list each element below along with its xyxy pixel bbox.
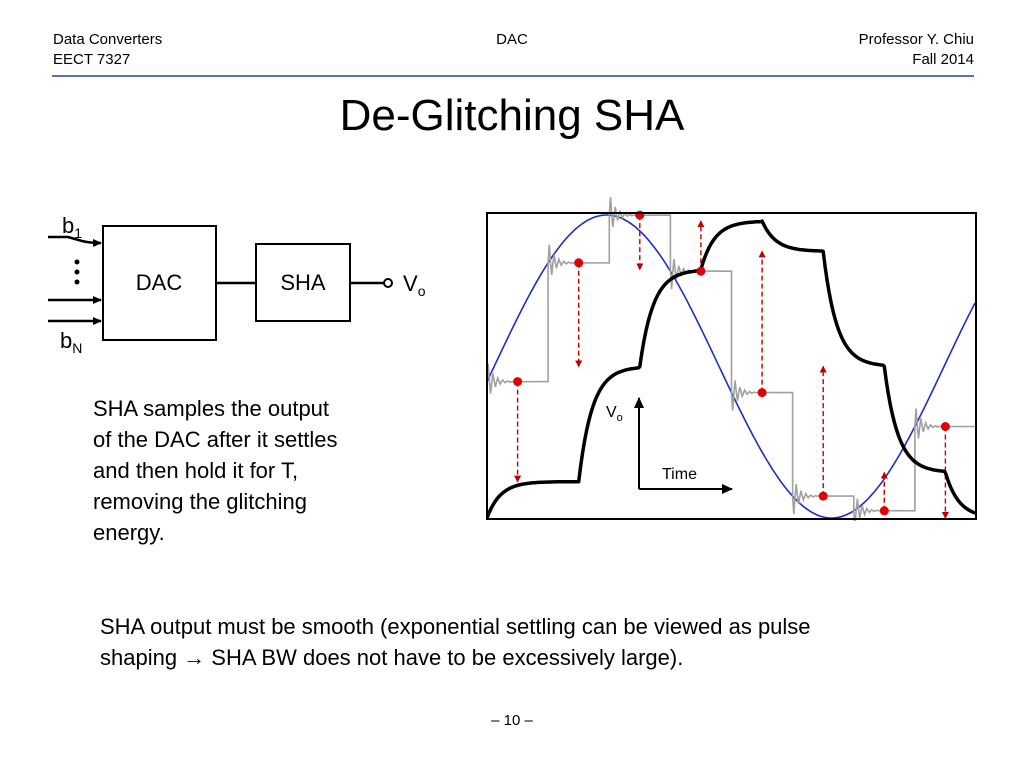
input-label-bn: $b_N$ [60,328,83,356]
description-line: and then hold it for T, [93,458,299,483]
description-text [93,393,393,548]
dac-label: DAC [135,270,183,295]
ellipsis-dot [75,270,80,275]
waveform-plot [484,195,984,540]
sample-point [574,258,583,267]
ellipsis-dot [75,260,80,265]
sha-label: SHA [280,270,326,295]
note-line: shaping → SHA BW does not have to be excessively large). [100,645,684,670]
sample-point [941,422,950,431]
input-arrow-b1 [48,237,101,243]
description-line: SHA samples the output [93,396,330,421]
header-divider [52,75,974,77]
term: Fall 2014 [912,51,974,68]
sample-point [696,267,705,276]
description-line: of the DAC after it settles [93,427,338,452]
note-text [100,611,970,673]
instructor-name: Professor Y. Chiu [858,31,974,48]
page-number: – 10 – [491,712,533,729]
description-line: removing the glitching [93,489,308,514]
sample-point [880,506,889,515]
sample-point [758,388,767,397]
ellipsis-dot [75,280,80,285]
sample-point [635,211,644,220]
header-right [859,30,974,70]
x-axis-label: Time [662,466,697,483]
course-name: Data Converters [53,31,163,48]
description-line: energy. [93,520,165,545]
slide-title: De-Glitching SHA [339,91,685,140]
output-terminal [384,279,392,287]
sample-point [819,492,828,501]
input-label-b1: $b_1$ [62,213,83,241]
sample-point [513,377,522,386]
course-code: EECT 7327 [53,51,131,68]
y-axis-label: $V_o$ [606,404,623,424]
lecture-topic: DAC [496,31,528,48]
note-line: SHA output must be smooth (exponential settling can be viewed as pulse [100,614,811,639]
output-label: $V_o$ [403,271,426,299]
block-diagram [40,205,460,365]
